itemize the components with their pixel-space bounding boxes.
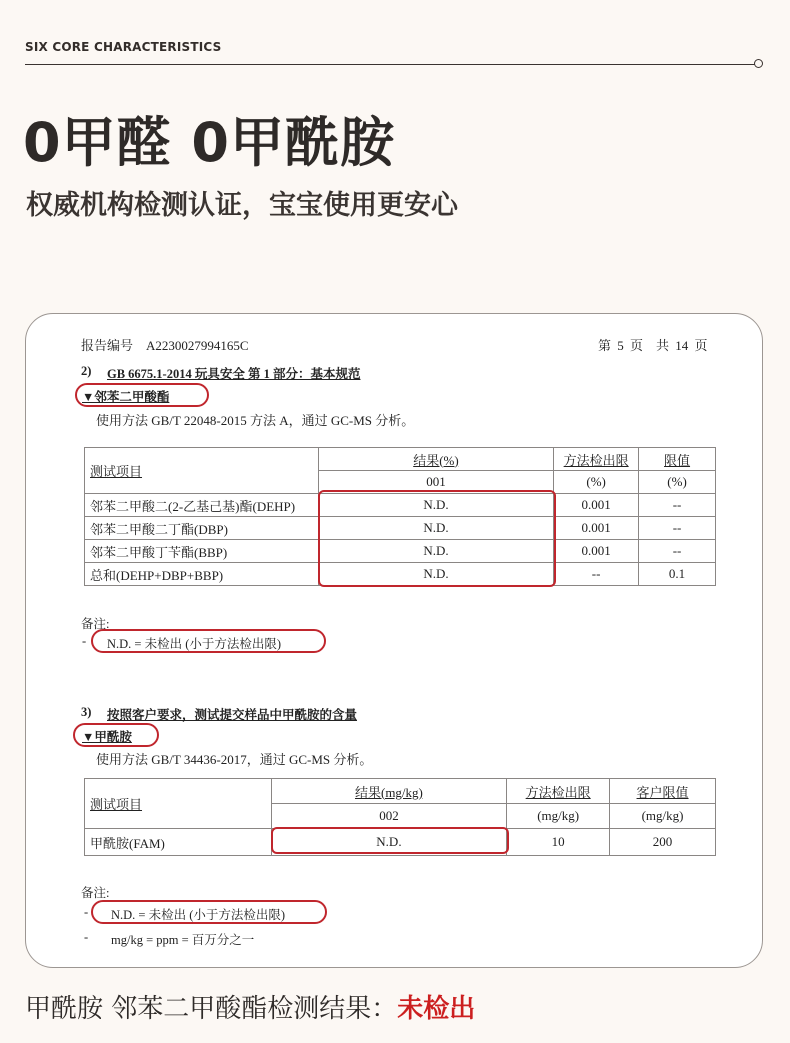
row-mdl: 0.001 [554, 517, 639, 540]
section2-note-text: N.D. = 未检出 (小于方法检出限) [107, 637, 282, 651]
highlight-oval-formamide [73, 723, 159, 747]
section2-subtitle: ▼邻苯二甲酸酯 [82, 390, 170, 404]
header-test-item: 测试项目 [85, 779, 272, 829]
section2-note-dash: - [82, 634, 87, 648]
row-mdl: 0.001 [554, 494, 639, 517]
section-tag: SIX CORE CHARACTERISTICS [25, 40, 222, 54]
header-mdl: 方法检出限 [507, 779, 610, 804]
row-mdl: 10 [507, 829, 610, 856]
section2-number: 2) [81, 364, 92, 378]
section2-title: GB 6675.1-2014 玩具安全 第 1 部分：基本规范 [107, 367, 361, 381]
footer-result-badge: 未检出 [397, 994, 476, 1024]
row-limit: 200 [610, 829, 716, 856]
header-result: 结果(%) [318, 448, 554, 471]
row-item: 邻苯二甲酸二(2-乙基己基)酯(DEHP) [85, 494, 319, 517]
report-page-indicator: 第 5 页 共 14 页 [598, 338, 708, 353]
report-number: 报告编号 A2230027994165C [81, 338, 249, 353]
table-header-row [85, 448, 716, 471]
section3-method: 使用方法 GB/T 34436-2017，通过 GC-MS 分析。 [96, 752, 373, 767]
section3-note-label: 备注: [81, 886, 110, 900]
row-mdl: -- [554, 563, 639, 586]
row-limit: 0.1 [639, 563, 716, 586]
row-result: N.D. [318, 517, 554, 540]
highlight-box-phthalate-results [318, 490, 556, 587]
section3-note-unit: mg/kg = ppm = 百万分之一 [111, 933, 255, 947]
row-item: 邻苯二甲酸丁苄酯(BBP) [85, 540, 319, 563]
header-mdl-unit: (%) [554, 471, 639, 494]
row-mdl: 0.001 [554, 540, 639, 563]
table-header-row [85, 779, 716, 804]
header-mdl: 方法检出限 [554, 448, 639, 471]
section2-method: 使用方法 GB/T 22048-2015 方法 A，通过 GC-MS 分析。 [96, 413, 415, 428]
row-item: 甲酰胺(FAM) [85, 829, 272, 856]
highlight-oval-note-nd [91, 629, 326, 653]
section3-note-dash: - [84, 905, 89, 919]
row-result: N.D. [271, 829, 507, 856]
header-limit: 客户限值 [610, 779, 716, 804]
footer-summary-text: 甲酰胺 邻苯二甲酸酯检测结果： [25, 994, 398, 1024]
header-limit-unit: (mg/kg) [610, 804, 716, 829]
row-item: 总和(DEHP+DBP+BBP) [85, 563, 319, 586]
header-limit: 限值 [639, 448, 716, 471]
row-limit: -- [639, 517, 716, 540]
header-result-sample: 001 [318, 471, 554, 494]
section3-number: 3) [81, 705, 92, 719]
footer-summary [25, 988, 475, 1025]
highlight-oval-note-nd-2 [91, 900, 327, 924]
highlight-oval-phthalate [75, 383, 209, 407]
row-item: 邻苯二甲酸二丁酯(DBP) [85, 517, 319, 540]
header-mdl-unit: (mg/kg) [507, 804, 610, 829]
section3-note-dash-2: - [84, 930, 89, 944]
page-subheadline: 权威机构检测认证，宝宝使用更安心 [26, 190, 458, 221]
section3-note-text: N.D. = 未检出 (小于方法检出限) [111, 908, 286, 922]
section3-title: 按照客户要求，测试提交样品中甲酰胺的含量 [107, 708, 358, 722]
page-headline: 0甲醛 0甲酰胺 [23, 111, 395, 174]
header-result-sample: 002 [271, 804, 507, 829]
header-test-item: 测试项目 [85, 448, 319, 494]
highlight-box-formamide-result [271, 827, 509, 854]
divider-line [25, 64, 757, 65]
row-result: N.D. [318, 540, 554, 563]
header-limit-unit: (%) [639, 471, 716, 494]
header-result: 结果(mg/kg) [271, 779, 507, 804]
section3-subtitle: ▼甲酰胺 [82, 730, 132, 744]
row-limit: -- [639, 540, 716, 563]
section2-note-label: 备注: [81, 617, 110, 631]
divider-end-dot [754, 59, 763, 68]
row-result: N.D. [318, 494, 554, 517]
row-limit: -- [639, 494, 716, 517]
row-result: N.D. [318, 563, 554, 586]
